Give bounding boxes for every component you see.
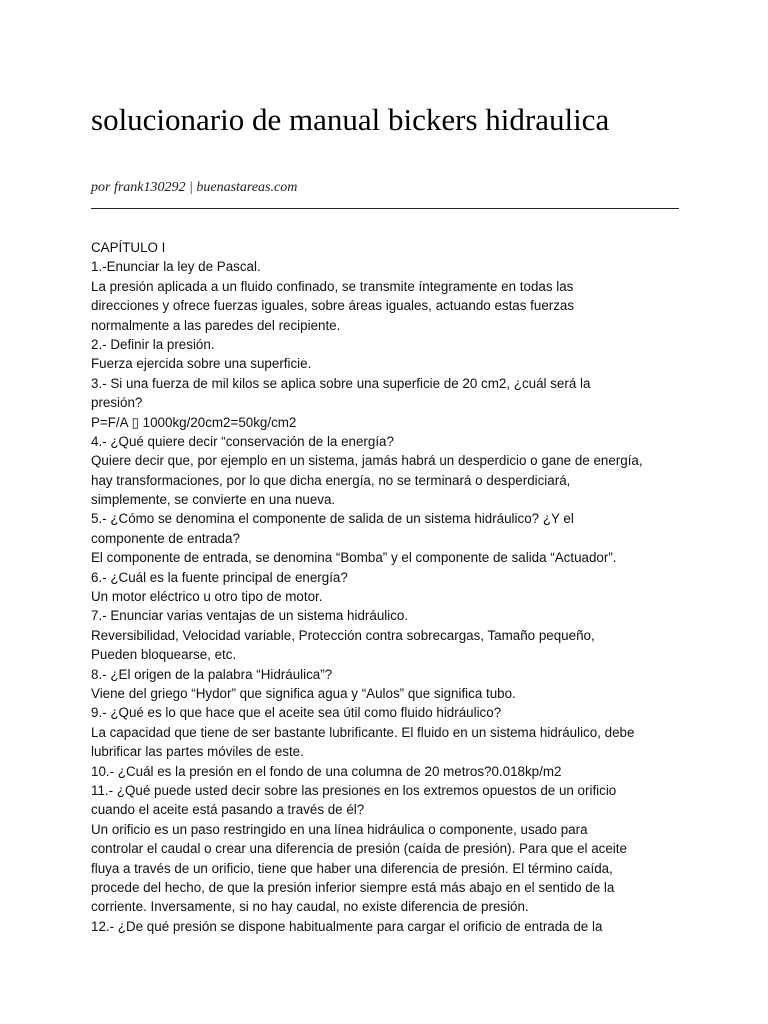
body-line: Viene del griego “Hydor” que significa agua y “Aulos” que significa tubo. (91, 685, 516, 701)
document-byline: por frank130292 | buenastareas.com (91, 180, 298, 195)
body-line: 6.- ¿Cuál es la fuente principal de energía? (91, 569, 348, 585)
body-line: componente de entrada? (91, 530, 240, 546)
body-line: procede del hecho, de que la presión inferior siempre está más abajo en el sentido de la (91, 879, 615, 895)
body-line: El componente de entrada, se denomina “Bomba” y el componente de salida “Actuador”. (91, 550, 617, 566)
body-line: CAPÍTULO I (91, 240, 166, 255)
body-line: La capacidad que tiene de ser bastante lubrificante. El fluido en un sistema hidráulico, debe (91, 724, 635, 740)
body-line: 1.-Enunciar la ley de Pascal. (91, 259, 261, 275)
body-line: direcciones y ofrece fuerzas iguales, sobre áreas iguales, actuando estas fuerzas (91, 298, 575, 314)
body-line: 11.- ¿Qué puede usted decir sobre las presiones en los extremos opuestos de un orificio (91, 782, 617, 798)
body-line: cuando el aceite está pasando a través de él? (91, 802, 365, 818)
body-line: Un orificio es un paso restringido en una línea hidráulica o componente, usado para (91, 821, 588, 837)
body-line: normalmente a las paredes del recipiente. (91, 317, 341, 333)
body-line: Un motor eléctrico u otro tipo de motor. (91, 589, 323, 605)
body-line: 12.- ¿De qué presión se dispone habitualmente para cargar el orificio de entrada de la (91, 918, 603, 934)
body-line: controlar el caudal o crear una diferencia de presión (caída de presión). Para que el aceite (91, 841, 627, 857)
body-line: Quiere decir que, por ejemplo en un sistema, jamás habrá un desperdicio o gane de energía, (91, 453, 643, 469)
body-line: 10.- ¿Cuál es la presión en el fondo de una columna de 20 metros?0.018kp/m2 (91, 763, 562, 779)
body-line: Pueden bloquearse, etc. (91, 647, 237, 663)
body-line: 3.- Si una fuerza de mil kilos se aplica sobre una superficie de 20 cm2, ¿cuál será la (91, 375, 591, 391)
body-line: lubrificar las partes móviles de este. (91, 744, 304, 760)
body-line: presión? (91, 395, 143, 411)
body-line: hay transformaciones, por lo que dicha energía, no se terminará o desperdiciará, (91, 472, 571, 488)
document-body (91, 238, 691, 936)
body-line: 9.- ¿Qué es lo que hace que el aceite sea útil como fluido hidráulico? (91, 705, 502, 721)
body-line: Reversibilidad, Velocidad variable, Protección contra sobrecargas, Tamaño pequeño, (91, 627, 595, 643)
body-line: Fuerza ejercida sobre una superficie. (91, 356, 312, 372)
body-line: 8.- ¿El origen de la palabra “Hidráulica”? (91, 666, 333, 682)
body-line: P=F/A ▯ 1000kg/20cm2=50kg/cm2 (91, 414, 297, 430)
body-line: fluya a través de un orificio, tiene que haber una diferencia de presión. El término caída, (91, 860, 613, 876)
body-line: 5.- ¿Cómo se denomina el componente de salida de un sistema hidráulico? ¿Y el (91, 511, 574, 527)
document-page (91, 0, 691, 1024)
body-line: simplemente, se convierte en una nueva. (91, 492, 336, 508)
body-line: La presión aplicada a un fluido confinado, se transmite íntegramente en todas las (91, 278, 574, 294)
document-title: solucionario de manual bickers hidraulica (91, 102, 610, 137)
body-line: 4.- ¿Qué quiere decir “conservación de la energía? (91, 433, 394, 449)
body-line: 7.- Enunciar varias ventajas de un sistema hidráulico. (91, 608, 409, 624)
body-line: 2.- Definir la presión. (91, 336, 215, 352)
body-line: corriente. Inversamente, si no hay caudal, no existe diferencia de presión. (91, 899, 529, 915)
title-divider (91, 208, 679, 209)
